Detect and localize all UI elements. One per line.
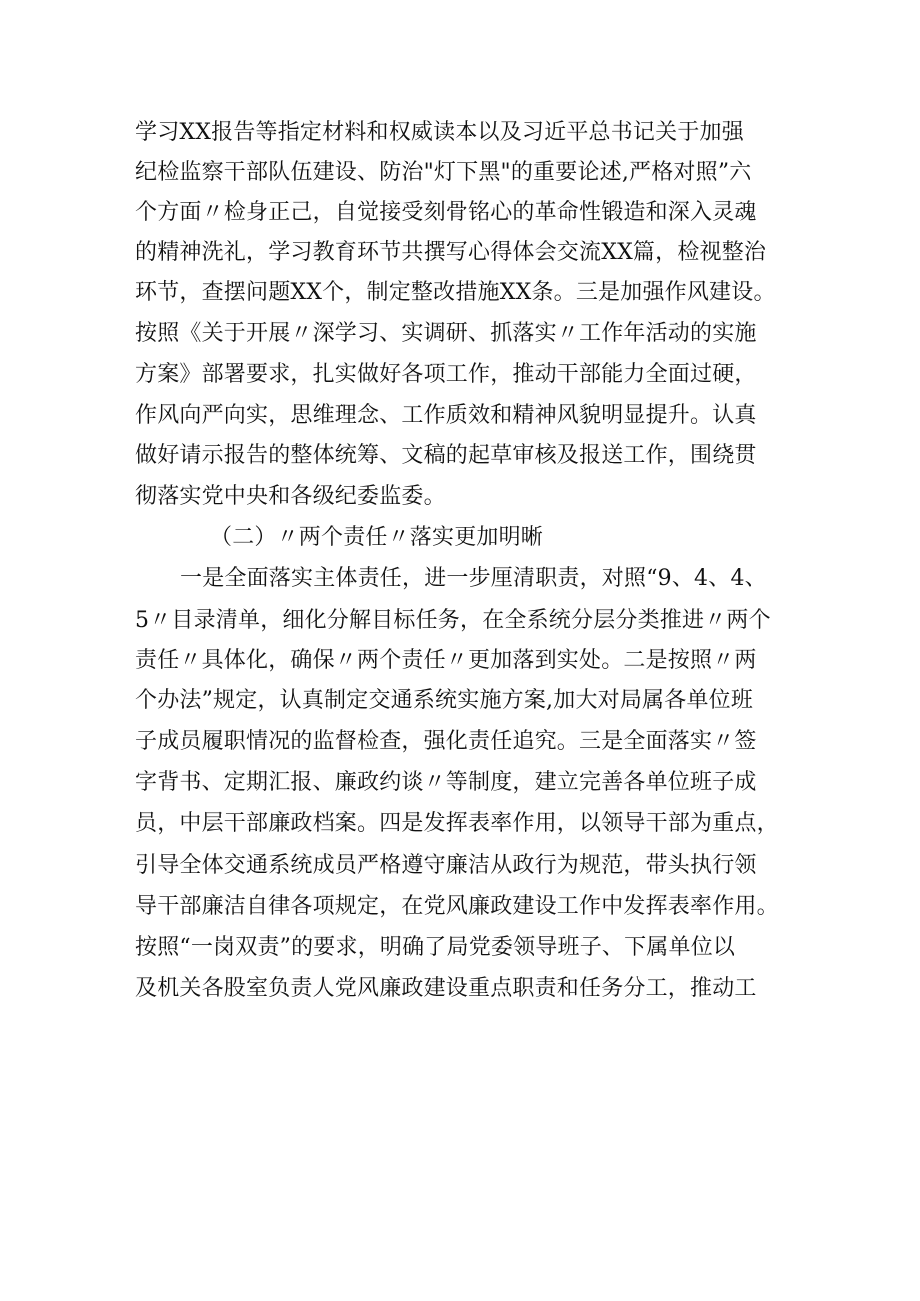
paragraph-line: 一是全面落实主体责任，进一步厘清职责，对照“9、4、4、 bbox=[180, 566, 767, 591]
paragraph-line: 子成员履职情况的监督检查，强化责任追究。三是全面落实〃签 bbox=[135, 729, 757, 754]
paragraph-line: 的精神洗礼，学习教育环节共撰写心得体会交流XX篇，检视整治 bbox=[135, 240, 767, 265]
paragraph-line: 及机关各股室负责人党风廉政建设重点职责和任务分工，推动工 bbox=[135, 976, 757, 1001]
paragraph-line: 字背书、定期汇报、廉政约谈〃等制度，建立完善各单位班子成 bbox=[135, 770, 757, 795]
paragraph-line: 彻落实党中央和各级纪委监委。 bbox=[135, 484, 446, 509]
section-heading: （二）〃两个责任〃落实更加明晰 bbox=[210, 525, 544, 550]
paragraph-line: 方案》部署要求，扎实做好各项工作，推动干部能力全面过硬， bbox=[135, 362, 757, 387]
paragraph-line: 纪检监察干部队伍建设、防治"灯下黑"的重要论述,严格对照”六 bbox=[135, 160, 752, 185]
paragraph-line: 个方面〃检身正己，自觉接受刻骨铭心的革命性锻造和深入灵魂 bbox=[135, 200, 757, 225]
paragraph-line: 学习XX报告等指定材料和权威读本以及习近平总书记关于加强 bbox=[135, 120, 744, 145]
paragraph-line: 做好请示报告的整体统筹、文稿的起草审核及报送工作，围绕贯 bbox=[135, 443, 757, 468]
paragraph-line: 员，中层干部廉政档案。四是发挥表率作用，以领导干部为重点， bbox=[135, 811, 779, 836]
paragraph-line: 5〃目录清单，细化分解目标任务，在全系统分层分类推进〃两个 bbox=[135, 608, 771, 633]
paragraph-line: 个办法”规定，认真制定交通系统实施方案,加大对局属各单位班 bbox=[135, 688, 754, 713]
paragraph-line: 按照《关于开展〃深学习、实调研、抓落实〃工作年活动的实施 bbox=[135, 321, 757, 346]
paragraph-line: 环节，查摆问题XX个，制定整改措施XX条。三是加强作风建设。 bbox=[135, 280, 776, 305]
paragraph-line: 引导全体交通系统成员严格遵守廉洁从政行为规范，带头执行领 bbox=[135, 853, 757, 878]
paragraph-line: 责任〃具体化，确保〃两个责任〃更加落到实处。二是按照〃两 bbox=[135, 648, 757, 673]
paragraph-line: 按照“一岗双责”的要求，明确了局党委领导班子、下属单位以 bbox=[135, 935, 736, 960]
paragraph-line: 作风向严向实，思维理念、工作质效和精神风貌明显提升。认真 bbox=[135, 403, 757, 428]
paragraph-line: 导干部廉洁自律各项规定，在党风廉政建设工作中发挥表率作用。 bbox=[135, 894, 779, 919]
